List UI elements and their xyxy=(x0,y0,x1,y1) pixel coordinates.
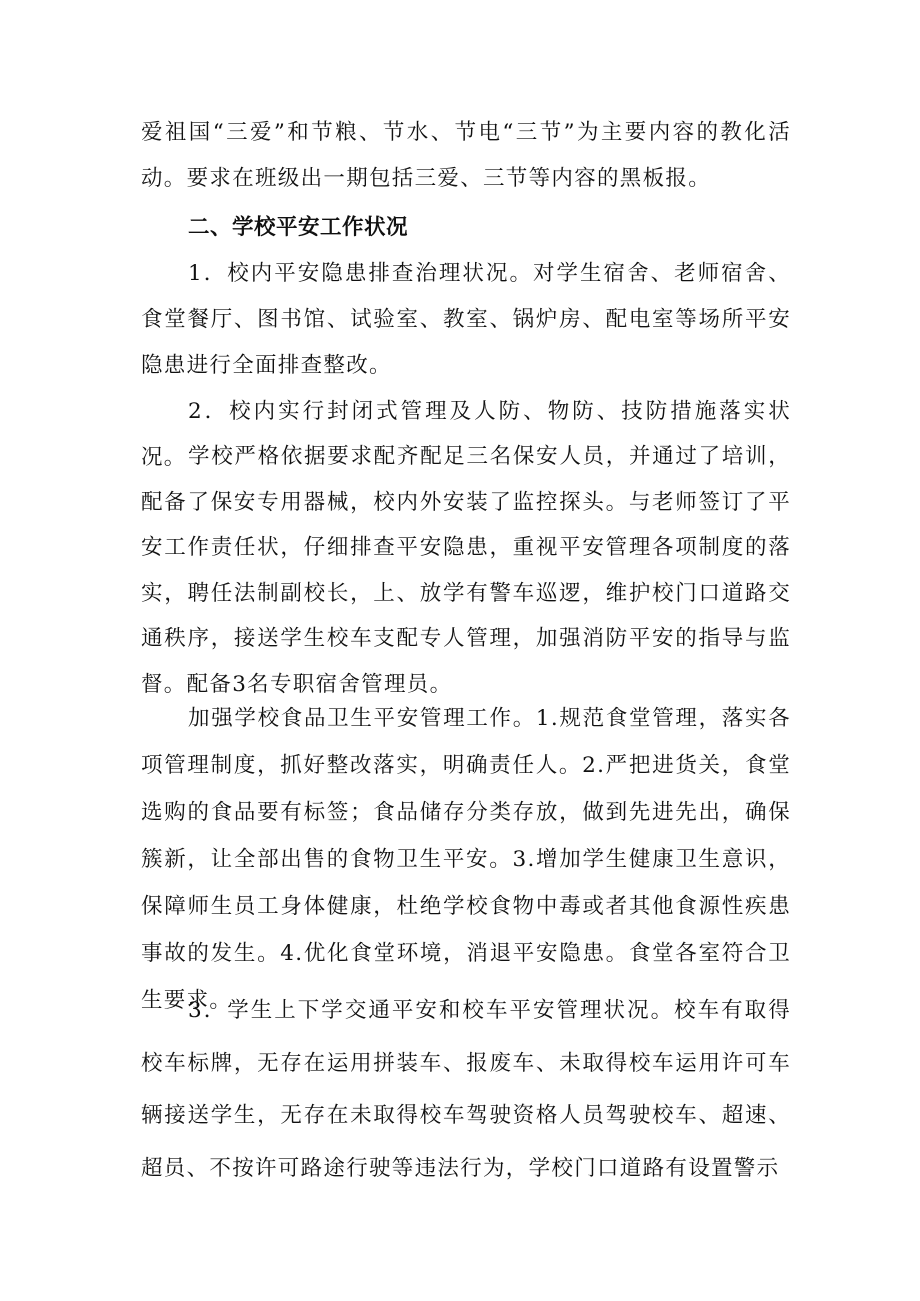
paragraph-item-2: 2．校内实行封闭式管理及人防、物防、技防措施落实状况。 xyxy=(141,399,791,470)
paragraph-item-1: 1．校内平安隐患排查治理状况。对学生宿舍、老师宿舍、食堂餐厅、图书馆、试验室、教室、锅炉房、配电室等场所平安隐患进行全面排查整改。 xyxy=(141,261,791,378)
paragraph-food-safety: 加强学校食品卫生平安管理工作。1.规范食堂管理，落实各项管理制度，抓好整改落实，明确责任人。2.严把进货关，食堂选购的食品要有标签；食品储存分类存放，做到先进先出，确保簇新，让全部出售的食物卫生平安。3.增加学生健康卫生意识，保障师生员工身体健康，杜绝学校食物中毒或者其他食源性疾患事故的发生。4.优化食堂环境，消退平安隐患。食堂各室符合卫生要求。 xyxy=(141,706,791,1013)
paragraph-item-3: 3．学生上下学交通平安和校车平安管理状况。校车有取得校车标牌，无存在运用拼装车、报废车、未取得校车运用许可车辆接送学生，无存在未取得校车驾驶资格人员驾驶校车、超速、超员、不按许可路途行驶等违法行为，学校门口道路有设置警示 xyxy=(141,998,791,1181)
section-heading: 二、学校平安工作状况 xyxy=(188,215,409,240)
paragraph-continuation: 爱祖国“三爱”和节粮、节水、节电“三节”为主要内容的教化活动。要求在班级出一期包括三爱、三节等内容的黑板报。 xyxy=(141,120,791,191)
paragraph-security: 学校严格依据要求配齐配足三名保安人员，并通过了培训，配备了保安专用器械，校内外安装了监控探头。与老师签订了平安工作责任状，仔细排查平安隐患，重视平安管理各项制度的落实，聘任法制副校长，上、放学有警车巡逻，维护校门口道路交通秩序，接送学生校车支配专人管理，加强消防平安的指导与监督。配备3名专职宿舍管理员。 xyxy=(141,444,791,697)
